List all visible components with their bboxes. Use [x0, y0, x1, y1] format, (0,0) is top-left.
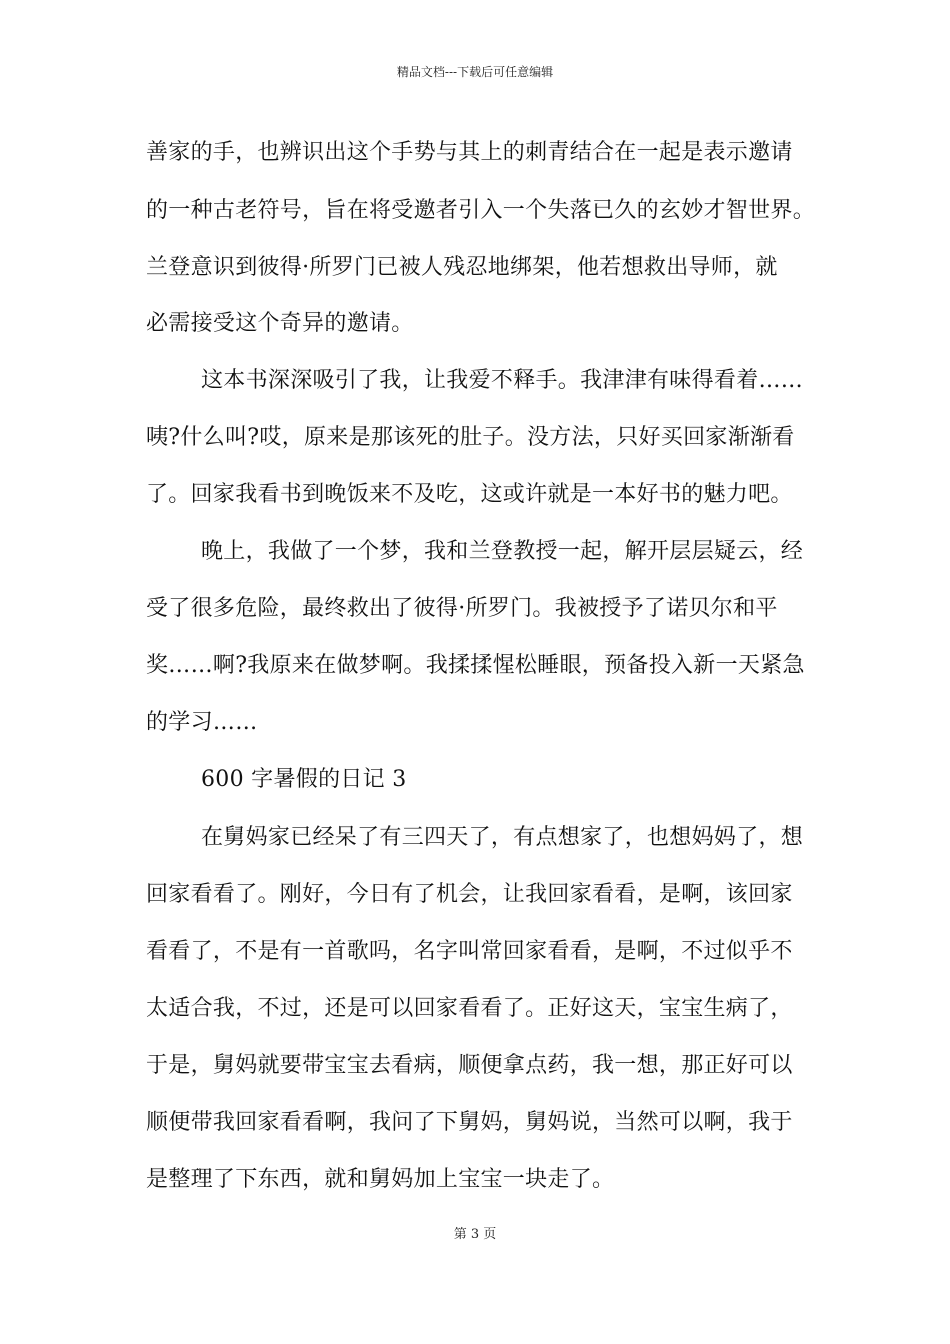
- text-line: 是整理了下东西，就和舅妈加上宝宝一块走了。: [146, 1167, 615, 1192]
- paragraph-first-line: 这本书深深吸引了我，让我爱不释手。我津津有味得看着……: [201, 368, 804, 393]
- text-line: 的一种古老符号，旨在将受邀者引入一个失落已久的玄妙才智世界。: [146, 198, 816, 223]
- paragraph-first-line: 在舅妈家已经呆了有三四天了，有点想家了，也想妈妈了，想: [201, 825, 804, 850]
- text-line: 回家看看了。刚好，今日有了机会，让我回家看看，是啊，该回家: [146, 882, 793, 907]
- section-heading: 600 字暑假的日记 3: [201, 767, 407, 792]
- text-line: 奖……啊?我原来在做梦啊。我揉揉惺松睡眼，预备投入新一天紧急: [146, 653, 805, 678]
- page-header: 精品文档---下载后可任意编辑: [396, 65, 554, 79]
- text-line: 咦?什么叫?哎，原来是那该死的肚子。没方法，只好买回家渐渐看: [146, 425, 795, 450]
- text-line: 受了很多危险，最终救出了彼得·所罗门。我被授予了诺贝尔和平: [146, 596, 778, 621]
- text-line: 兰登意识到彼得·所罗门已被人残忍地绑架，他若想救出导师，就: [146, 255, 778, 280]
- text-line: 于是，舅妈就要带宝宝去看病，顺便拿点药，我一想，那正好可以: [146, 1053, 793, 1078]
- page-number: 第 3 页: [453, 1227, 497, 1242]
- text-line: 善家的手，也辨识出这个手势与其上的刺青结合在一起是表示邀请: [146, 140, 793, 165]
- text-line: 顺便带我回家看看啊，我问了下舅妈，舅妈说，当然可以啊，我于: [146, 1110, 793, 1135]
- text-line: 必需接受这个奇异的邀请。: [146, 311, 414, 336]
- text-line: 的学习……: [146, 710, 258, 735]
- text-line: 太适合我，不过，还是可以回家看看了。正好这天，宝宝生病了，: [146, 996, 793, 1021]
- paragraph-first-line: 晚上，我做了一个梦，我和兰登教授一起，解开层层疑云，经: [201, 539, 804, 564]
- text-line: 看看了，不是有一首歌吗，名字叫常回家看看，是啊，不过似乎不: [146, 939, 793, 964]
- text-line: 了。回家我看书到晚饭来不及吃，这或许就是一本好书的魅力吧。: [146, 482, 793, 507]
